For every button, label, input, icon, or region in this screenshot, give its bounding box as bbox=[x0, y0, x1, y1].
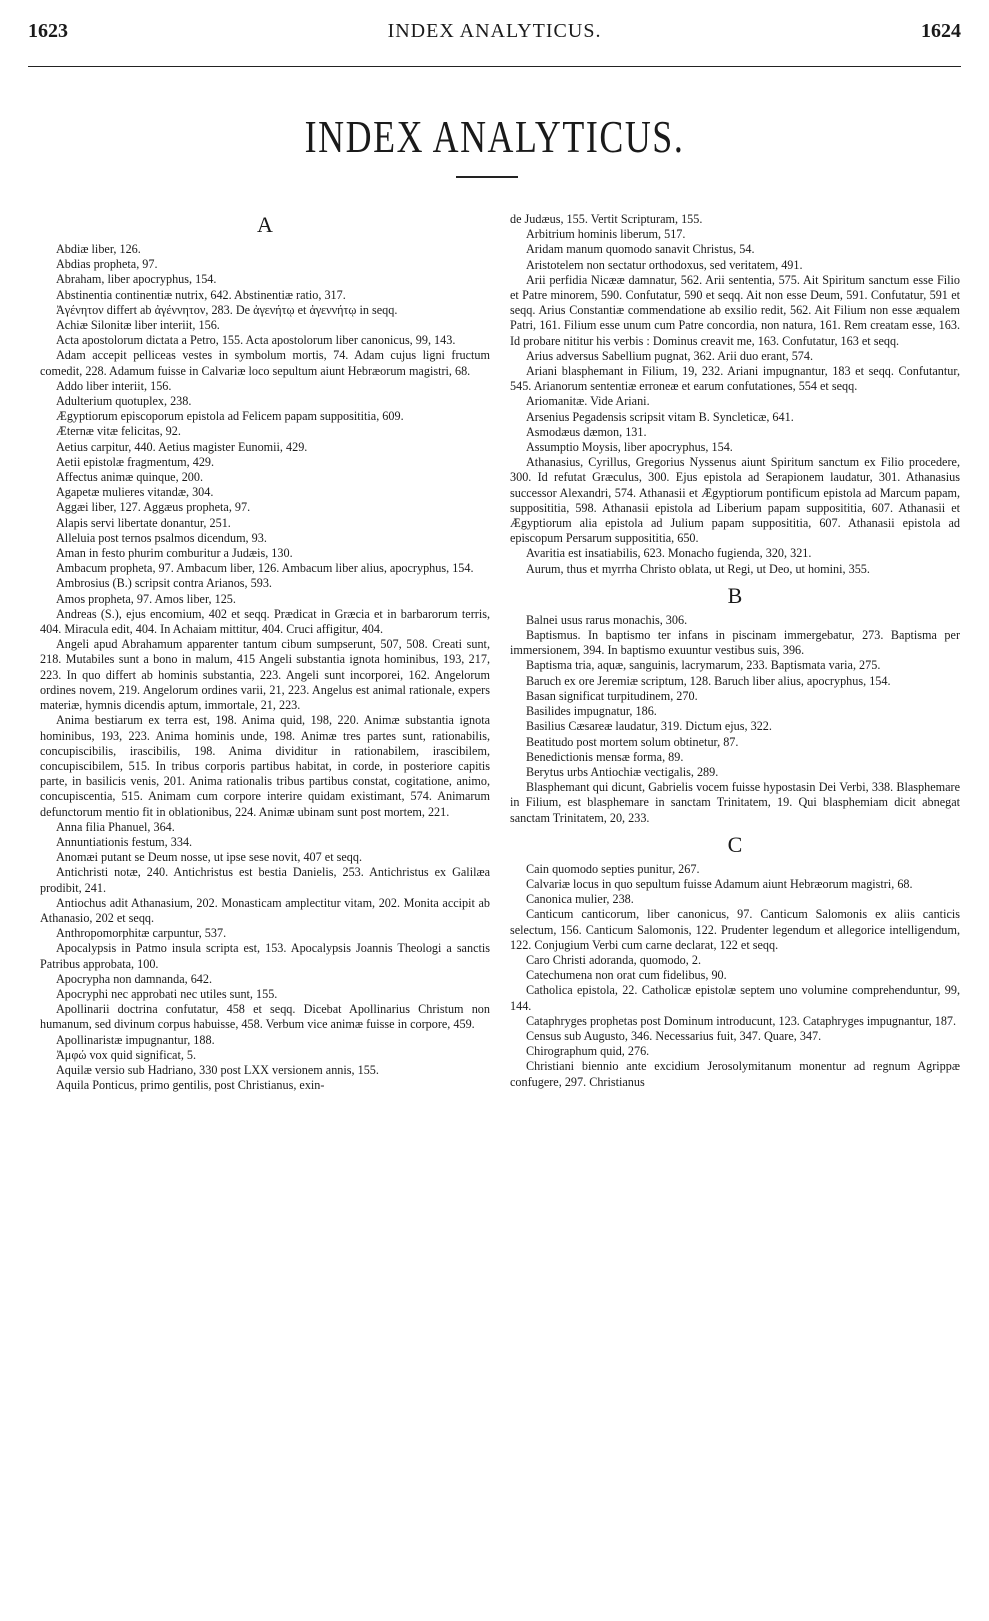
index-entry-continuation: de Judæus, 155. Vertit Scripturam, 155. bbox=[510, 212, 703, 226]
index-entry: Aman in festo phurim comburitur a Judæis, 130. bbox=[56, 546, 293, 561]
title-rule bbox=[456, 176, 518, 178]
index-entry: Adulterium quotuplex, 238. bbox=[56, 394, 192, 409]
index-entry: Beatitudo post mortem solum obtinetur, 87. bbox=[526, 734, 739, 749]
index-entries-b bbox=[510, 613, 960, 826]
index-entry: Andreas (S.), ejus encomium, 402 et seqq. Prædicat in Græcia et in barbarorum terris, 404. Miracula edit, 404. In Achaiam mittitur, 404. Cruci affigitur, 404. bbox=[40, 606, 490, 637]
index-entry: Affectus animæ quinque, 200. bbox=[56, 470, 204, 485]
index-entry: Balnei usus rarus monachis, 306. bbox=[526, 612, 688, 627]
index-entry: Catholica epistola, 22. Catholicæ epistolæ septem uno volumine comprehenduntur, 99, 144. bbox=[510, 983, 960, 1013]
index-entry: Abdias propheta, 97. bbox=[56, 257, 158, 272]
left-column bbox=[40, 212, 490, 1093]
running-title: INDEX ANALYTICUS. bbox=[387, 20, 602, 42]
index-entry: Assumptio Moysis, liber apocryphus, 154. bbox=[526, 440, 733, 455]
index-entry: Chirographum quid, 276. bbox=[526, 1044, 650, 1059]
index-entry: Antiochus adit Athanasium, 202. Monasticam amplectitur vitam, 202. Monita accipit ab Athanasio, 202 et seqq. bbox=[40, 895, 490, 925]
index-entry: Alapis servi libertate donantur, 251. bbox=[56, 515, 231, 530]
index-entry: Apollinarii doctrina confutatur, 458 et seqq. Dicebat Apollinarius Christum non humanum, sed divinum corpus habuisse, 458. Verbum vice animæ fuisse in corpore, 459. bbox=[40, 1002, 490, 1032]
index-entry: Anna filia Phanuel, 364. bbox=[56, 819, 175, 834]
index-entries-a bbox=[40, 242, 490, 1093]
index-entry: Aquila Ponticus, primo gentilis, post Christianus, exin- bbox=[56, 1078, 325, 1093]
index-entry: Benedictionis mensæ forma, 89. bbox=[526, 749, 684, 764]
index-entry: Blasphemant qui dicunt, Gabrielis vocem fuisse hypostasin Dei Verbi, 338. Blasphemare in Filium, est blasphemare in sanctam Trinitatem, 19. Qui blasphemiam dicit abnegat sanctam Trinitatem, 20, 233. bbox=[510, 780, 960, 825]
index-entry: Ambacum propheta, 97. Ambacum liber, 126. Ambacum liber alius, apocryphus, 154. bbox=[56, 561, 474, 576]
right-column bbox=[510, 212, 960, 1090]
index-entry: Aetius carpitur, 440. Aetius magister Eunomii, 429. bbox=[56, 439, 308, 454]
index-entry: Apocryphi nec approbati nec utiles sunt, 155. bbox=[56, 986, 278, 1001]
index-entry: Basilides impugnatur, 186. bbox=[526, 704, 657, 719]
index-entry: Canonica mulier, 238. bbox=[526, 892, 634, 907]
section-letter-a: A bbox=[257, 212, 273, 237]
index-entry: Apollinaristæ impugnantur, 188. bbox=[56, 1032, 215, 1047]
index-entry: Ariani blasphemant in Filium, 19, 232. Ariani impugnantur, 183 et seqq. Confutantur, 545. Arianorum sententiæ erroneæ et earum confutationes, 554 et seqq. bbox=[510, 364, 960, 394]
index-entry: Cataphryges prophetas post Dominum introducunt, 123. Cataphryges impugnantur, 187. bbox=[526, 1013, 957, 1028]
index-entry: Ægyptiorum episcoporum epistola ad Felicem papam supposititia, 609. bbox=[56, 409, 404, 424]
index-entry: Asmodæus dæmon, 131. bbox=[526, 424, 647, 439]
index-entry: Addo liber interiit, 156. bbox=[56, 378, 172, 393]
index-entry: Catechumena non orat cum fidelibus, 90. bbox=[526, 968, 727, 983]
page-title: INDEX ANALYTICUS. bbox=[304, 111, 685, 162]
index-entry: Adam accepit pelliceas vestes in symbolum mortis, 74. Adam cujus ligni fructum comedit, 228. Adamum fuisse in Calvariæ loco sepultum aiunt Hebræorum magistri, 68. bbox=[40, 348, 490, 378]
index-entry: Canticum canticorum, liber canonicus, 97. Canticum Salomonis ex aliis canticis selectum, 156. Canticum Salomonis, 122. Prudenter legendum et allegorice intelligendum, 122. Conjugium Verbi cum carne declarat, 122 et seqq. bbox=[510, 907, 960, 952]
running-head bbox=[28, 20, 961, 46]
index-entry: Arii perfidia Nicææ damnatur, 562. Arii sententia, 575. Ait Spiritum sanctum esse Filio et Patre minorem, 590. Confutatur, 590 et seqq. Ait non esse Deum, 591. Confutatur, 591 et seqq. Arius Constantiæ commendatione ab exsilio redit, 562. Ait Filium non esse æqualem Patri, 161. Filium esse unum cum Patre concordia, non natura, 161. Rem creatam esse, 163. Id probare nititur his verbis : Dominus creavit me, 163. Confutatur, 163 et seqq. bbox=[510, 272, 960, 348]
index-entry: Annuntiationis festum, 334. bbox=[56, 834, 193, 849]
section-letter-c: C bbox=[727, 831, 743, 857]
index-entry: Arsenius Pegadensis scripsit vitam B. Syncleticæ, 641. bbox=[526, 409, 794, 424]
index-entry: Aridam manum quomodo sanavit Christus, 54. bbox=[526, 242, 755, 257]
index-entry: Athanasius, Cyrillus, Gregorius Nyssenus aiunt Spiritum sanctum ex Filio procedere, 300. Id refutat Græculus, 300. Ejus epistola ad Serapionem laudatur, 301. Athanasius successor Alexandri, 574. Athanasii et Ægyptiorum pontificum epistola ad Marcum papam, supposititia, 598. Athanasii epistola ad Liberium papam supposititia, 607. Athanasii et Ægyptiorum alia epistola ad Julium papam supposititia, 607. Athanasii epistola ad episcopum Persarum supposititia, 650. bbox=[510, 455, 960, 546]
index-entry: Abstinentia continentiæ nutrix, 642. Abstinentiæ ratio, 317. bbox=[56, 287, 346, 302]
index-entry: Ariomanitæ. Vide Ariani. bbox=[526, 394, 650, 409]
index-entry: Apocalypsis in Patmo insula scripta est, 153. Apocalypsis Joannis Theologi a sanctis Patribus approbata, 100. bbox=[40, 941, 490, 971]
index-entry: Aquilæ versio sub Hadriano, 330 post LXX versionem annis, 155. bbox=[56, 1062, 379, 1077]
index-entry: Alleluia post ternos psalmos dicendum, 93. bbox=[56, 530, 267, 545]
index-entry: Aurum, thus et myrrha Christo oblata, ut Regi, ut Deo, ut homini, 355. bbox=[526, 561, 870, 576]
section-letter-b: B bbox=[727, 582, 743, 608]
index-entry: Aggæi liber, 127. Aggæus propheta, 97. bbox=[56, 500, 251, 515]
index-entry: Arius adversus Sabellium pugnat, 362. Arii duo erant, 574. bbox=[526, 348, 814, 363]
index-entry: Amos propheta, 97. Amos liber, 125. bbox=[56, 591, 236, 606]
index-entry: Ἀμφώ vox quid significat, 5. bbox=[56, 1047, 197, 1062]
index-entry: Agapetæ mulieres vitandæ, 304. bbox=[56, 485, 214, 500]
index-entry: Angeli apud Abrahamum apparenter tantum cibum sumpserunt, 507, 508. Creati sunt, 218. Mutabiles sunt a bono in malum, 415 Angeli substantia ignota hominibus, 193, 217, 223. In quo differt ab hominis substantia, 223. Angeli sunt incorporei, 162. Angelorum ordines novem, 219. Angelorum ordines varii, 21, 223. Angelus est animal rationale, expers materiæ, hymnis dicendis aptum, immortale, 21, 223. bbox=[40, 637, 490, 713]
index-entry: Baptismus. In baptismo ter infans in piscinam immergebatur, 273. Baptisma per immersionem, 394. In baptismo exuuntur vestibus suis, 396. bbox=[510, 628, 960, 658]
index-entry: Anima bestiarum ex terra est, 198. Anima quid, 198, 220. Animæ substantia ignota hominibus, 193, 223. Anima hominis unde, 198. Animæ tres partes sunt, rationabilis, concupiscibilis, irascibilis, 198. Anima dividitur in rationabilem, irascibilem, concupiscibilem, 515. In tribus corporis partibus habitat, in corde, in posteriore capitis parte, in basilicis venis, 201. Anima rationalis tribus partibus constat, cogitatione, animo, concupiscentia, 515. Animam cum corpore interire quidam existimant, 574. Animarum defunctorum mentio fit in oblationibus, 224. Animæ ubinam sunt post mortem, 221. bbox=[40, 713, 490, 819]
index-entries-a-cont bbox=[510, 227, 960, 577]
index-entry: Æternæ vitæ felicitas, 92. bbox=[56, 424, 181, 439]
index-entry: Basilius Cæsareæ laudatur, 319. Dictum ejus, 322. bbox=[526, 719, 772, 734]
index-entry: Census sub Augusto, 346. Necessarius fuit, 347. Quare, 347. bbox=[526, 1028, 822, 1043]
index-entry: Avaritia est insatiabilis, 623. Monacho fugienda, 320, 321. bbox=[526, 546, 812, 561]
index-entry: Apocrypha non damnanda, 642. bbox=[56, 971, 213, 986]
index-entry: Anomæi putant se Deum nosse, ut ipse sese novit, 407 et seqq. bbox=[56, 850, 363, 865]
index-entry: Achiæ Silonitæ liber interiit, 156. bbox=[56, 318, 220, 333]
index-entry: Caro Christi adoranda, quomodo, 2. bbox=[526, 952, 701, 967]
index-entry: Abraham, liber apocryphus, 154. bbox=[56, 272, 217, 287]
index-entry: Calvariæ locus in quo sepultum fuisse Adamum aiunt Hebræorum magistri, 68. bbox=[526, 876, 913, 891]
index-entry: Antichristi notæ, 240. Antichristus est bestia Danielis, 253. Antichristus ex Galilæa prodibit, 241. bbox=[40, 865, 490, 895]
index-entry: Abdiæ liber, 126. bbox=[56, 242, 141, 256]
page-number-left: 1623 bbox=[28, 20, 68, 42]
index-entry: Basan significat turpitudinem, 270. bbox=[526, 688, 698, 703]
index-entry: Acta apostolorum dictata a Petro, 155. Acta apostolorum liber canonicus, 99, 143. bbox=[56, 333, 456, 348]
header-rule bbox=[28, 66, 961, 67]
index-entry: Baptisma tria, aquæ, sanguinis, lacrymarum, 233. Baptismata varia, 275. bbox=[526, 658, 881, 673]
index-entries-c bbox=[510, 862, 960, 1090]
index-entry: Berytus urbs Antiochiæ vectigalis, 289. bbox=[526, 764, 719, 779]
page-number-right: 1624 bbox=[921, 20, 961, 42]
index-entry: Christiani biennio ante excidium Jerosolymitanum monentur ad regnum Agrippæ confugere, 297. Christianus bbox=[510, 1059, 960, 1089]
index-entry: Anthropomorphitæ carpuntur, 537. bbox=[56, 926, 227, 941]
index-entry: Ἀγένητον differt ab ἀγέννητον, 283. De ἀγενήτῳ et ἀγεννήτῳ in seqq. bbox=[56, 302, 398, 317]
index-entry: Aristotelem non sectatur orthodoxus, sed veritatem, 491. bbox=[526, 257, 803, 272]
index-entry: Cain quomodo septies punitur, 267. bbox=[526, 861, 700, 876]
index-entry: Aetii epistolæ fragmentum, 429. bbox=[56, 454, 215, 469]
index-entry: Arbitrium hominis liberum, 517. bbox=[526, 227, 686, 242]
index-entry: Ambrosius (B.) scripsit contra Arianos, 593. bbox=[56, 576, 272, 591]
index-entry: Baruch ex ore Jeremiæ scriptum, 128. Baruch liber alius, apocryphus, 154. bbox=[526, 673, 891, 688]
